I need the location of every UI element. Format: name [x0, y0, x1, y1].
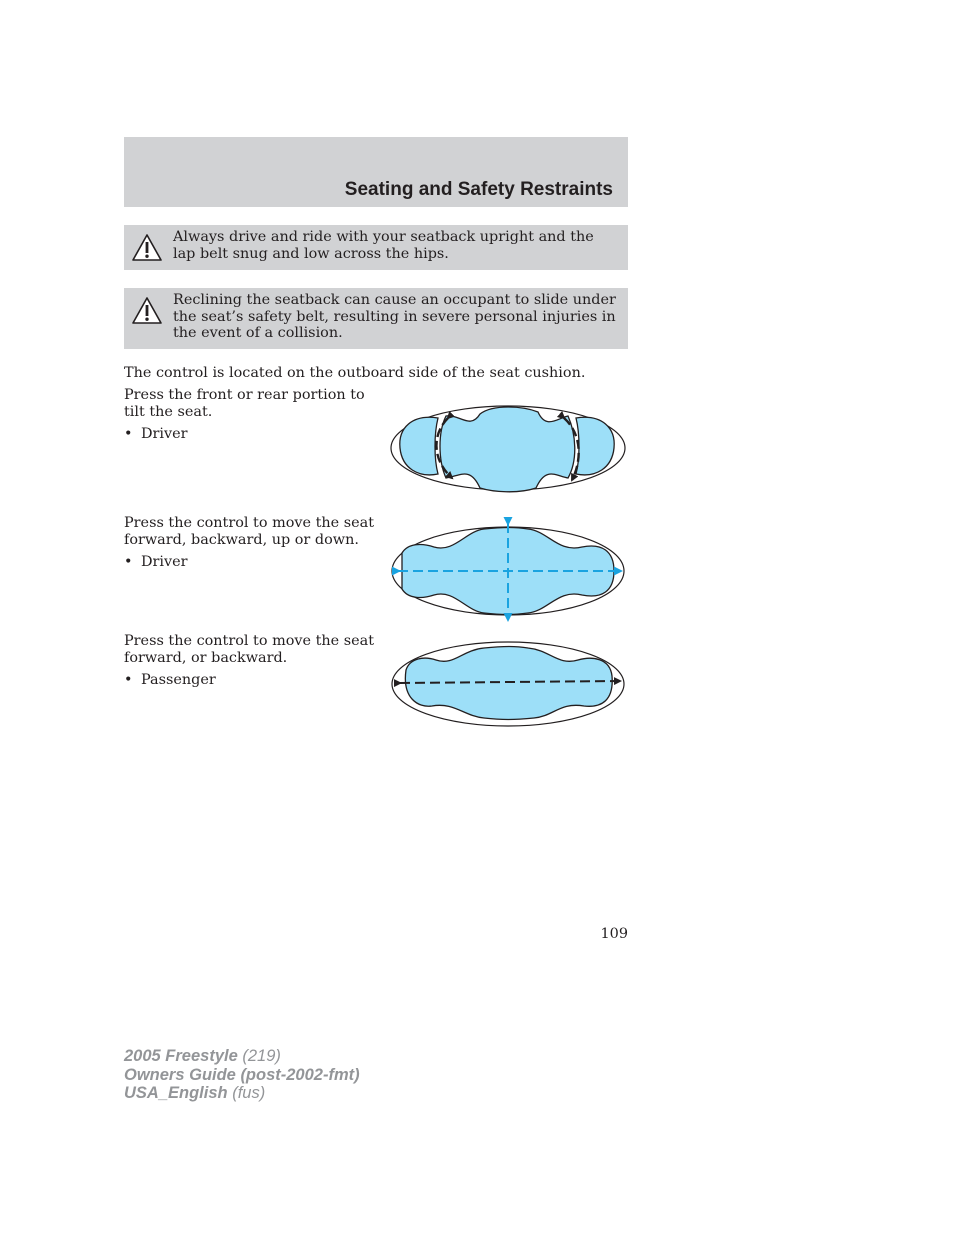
footer-guide: Owners Guide (post-2002-fmt) [124, 1065, 360, 1084]
bullet-label: Driver [141, 426, 188, 442]
document-footer [124, 1047, 360, 1103]
seat-tilt-control-diagram [388, 404, 628, 494]
move-instruction: Press the control to move the seat forward, backward, up or down. [124, 515, 375, 548]
warning-box [124, 288, 628, 349]
footer-locale-code: (fus) [232, 1084, 266, 1102]
section-header [124, 137, 628, 207]
move-instruction: Press the control to move the seat forward, or backward. [124, 633, 375, 666]
footer-model-code: (219) [242, 1047, 281, 1065]
seat-two-way-control-diagram [388, 640, 628, 730]
intro-paragraph: The control is located on the outboard side of the seat cushion. [124, 365, 586, 381]
page-number: 109 [600, 926, 628, 942]
warning-text: Always drive and ride with your seatback upright and the lap belt snug and low across the hips. [173, 229, 594, 262]
list-item: • Driver [124, 554, 188, 570]
tilt-instruction: Press the front or rear portion to tilt the seat. [124, 387, 365, 420]
list-item: • Driver [124, 426, 188, 442]
footer-model: 2005 Freestyle [124, 1047, 238, 1065]
list-item: • Passenger [124, 672, 216, 688]
bullet-label: Passenger [141, 672, 216, 688]
warning-triangle-icon [131, 296, 163, 326]
footer-locale: USA_English [124, 1084, 228, 1102]
warning-triangle-icon [131, 233, 163, 263]
warning-box [124, 225, 628, 270]
warning-text: Reclining the seatback can cause an occupant to slide under the seat’s safety belt, resulting in severe personal injuries in the event of a collision. [173, 292, 616, 341]
seat-four-way-control-diagram [388, 517, 628, 627]
section-title: Seating and Safety Restraints [344, 179, 613, 200]
bullet-label: Driver [141, 554, 188, 570]
